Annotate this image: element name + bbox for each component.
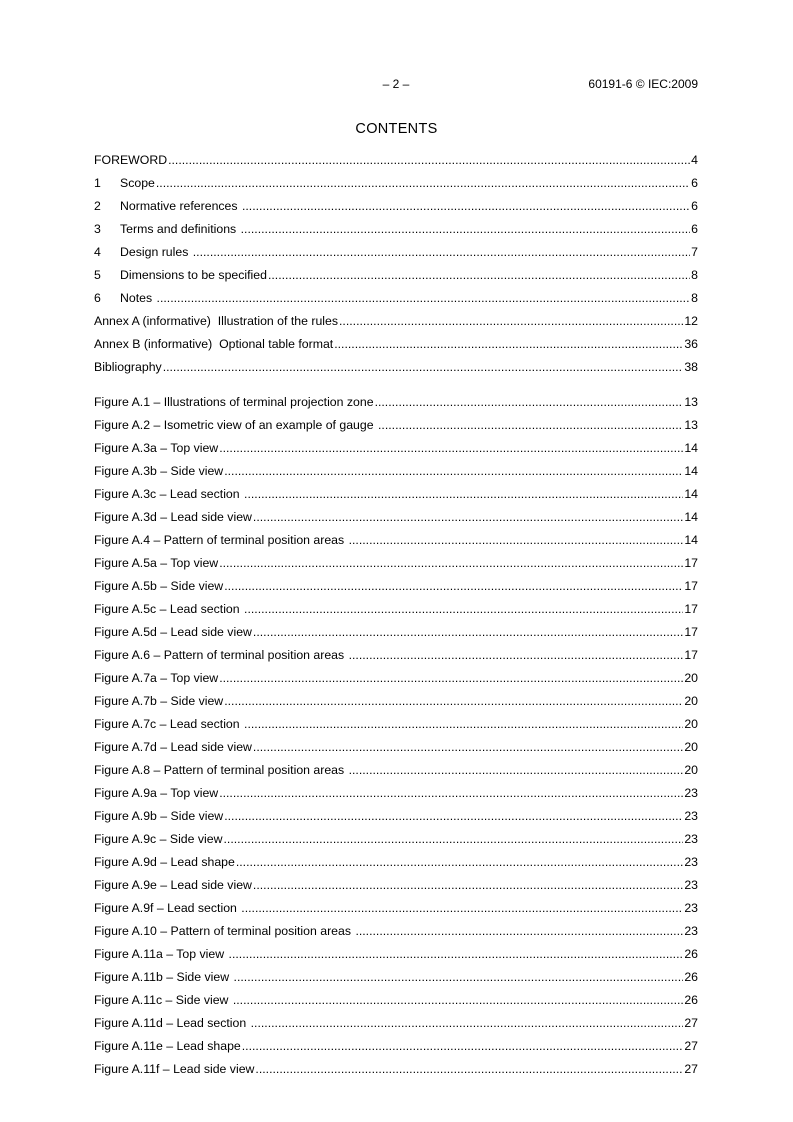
- page-reference: 17: [684, 602, 698, 616]
- page-reference: 26: [684, 993, 698, 1007]
- page-reference: 20: [684, 763, 698, 777]
- page-reference: 27: [684, 1039, 698, 1053]
- page-reference: 26: [684, 947, 698, 961]
- dot-leader: [219, 555, 683, 571]
- dot-leader: [229, 946, 684, 962]
- figure-entry[interactable]: [94, 600, 698, 623]
- figure-entry-label: Figure A.1 – Illustrations of terminal projection zone: [94, 395, 374, 409]
- figure-entry[interactable]: [94, 508, 698, 531]
- dot-leader: [236, 854, 683, 870]
- figure-entry-label: Figure A.11c – Side view: [94, 993, 232, 1007]
- dot-leader: [355, 923, 683, 939]
- figure-entry[interactable]: [94, 830, 698, 853]
- figure-entry-label: Figure A.7d – Lead side view: [94, 740, 252, 754]
- figure-entry[interactable]: [94, 439, 698, 462]
- dot-leader: [244, 486, 683, 502]
- figure-entry[interactable]: [94, 554, 698, 577]
- page-reference: 12: [684, 314, 698, 328]
- page-reference: 14: [684, 533, 698, 547]
- toc-entry-label: Dimensions to be specified: [120, 268, 267, 282]
- dot-leader: [224, 808, 683, 824]
- page-reference: 14: [684, 487, 698, 501]
- figure-entry-label: Figure A.3d – Lead side view: [94, 510, 252, 524]
- page-reference: 14: [684, 510, 698, 524]
- figure-entry-label: Figure A.11f – Lead side view: [94, 1062, 255, 1076]
- dot-leader: [219, 440, 683, 456]
- toc-figure-list: [94, 393, 698, 1083]
- toc-entry-label: Annex B (informative) Optional table format: [94, 337, 334, 351]
- dot-leader: [156, 175, 690, 191]
- figure-entry[interactable]: [94, 623, 698, 646]
- figure-entry[interactable]: [94, 853, 698, 876]
- toc-entry-label: FOREWORD: [94, 153, 168, 167]
- figure-entry-label: Figure A.9f – Lead section: [94, 901, 241, 915]
- figure-entry-label: Figure A.9c – Side view: [94, 832, 223, 846]
- figure-entry-label: Figure A.11b – Side view: [94, 970, 233, 984]
- toc-entry-number: 6: [94, 291, 101, 305]
- figure-entry[interactable]: [94, 692, 698, 715]
- figure-entry[interactable]: [94, 669, 698, 692]
- dot-leader: [378, 417, 683, 433]
- figure-entry-label: Figure A.8 – Pattern of terminal position areas: [94, 763, 348, 777]
- figure-entry[interactable]: [94, 462, 698, 485]
- dot-leader: [253, 624, 683, 640]
- dot-leader: [268, 267, 690, 283]
- figure-entry[interactable]: [94, 922, 698, 945]
- figure-entry-label: Figure A.11a – Top view: [94, 947, 228, 961]
- toc-entry-label: Scope: [120, 176, 155, 190]
- page-reference: 27: [684, 1016, 698, 1030]
- toc-entry[interactable]: [94, 220, 698, 243]
- page-reference: 17: [684, 579, 698, 593]
- dot-leader: [253, 509, 683, 525]
- toc-entry-number: 1: [94, 176, 101, 190]
- dot-leader: [349, 647, 684, 663]
- toc-entry[interactable]: [94, 312, 698, 335]
- page-reference: 23: [684, 855, 698, 869]
- page-reference: 38: [684, 360, 698, 374]
- toc-entry[interactable]: [94, 289, 698, 312]
- figure-entry[interactable]: [94, 416, 698, 439]
- figure-entry-label: Figure A.9e – Lead side view: [94, 878, 252, 892]
- figure-entry[interactable]: [94, 577, 698, 600]
- figure-entry[interactable]: [94, 899, 698, 922]
- toc-entry[interactable]: [94, 358, 698, 381]
- figure-entry-label: Figure A.9b – Side view: [94, 809, 224, 823]
- page-reference: 7: [691, 245, 698, 259]
- page-reference: 17: [684, 625, 698, 639]
- page-reference: 6: [691, 222, 698, 236]
- page-reference: 23: [684, 924, 698, 938]
- dot-leader: [251, 1015, 684, 1031]
- page-reference: 23: [684, 832, 698, 846]
- figure-entry[interactable]: [94, 485, 698, 508]
- page-reference: 13: [684, 395, 698, 409]
- figure-entry-label: Figure A.3a – Top view: [94, 441, 219, 455]
- figure-entry-label: Figure A.5a – Top view: [94, 556, 219, 570]
- dot-leader: [339, 313, 683, 329]
- figure-entry-label: Figure A.9d – Lead shape: [94, 855, 235, 869]
- toc-entry-label: Normative references: [120, 199, 241, 213]
- dot-leader: [224, 831, 684, 847]
- figure-entry[interactable]: [94, 1037, 698, 1060]
- toc-entry[interactable]: [94, 266, 698, 289]
- dot-leader: [224, 693, 683, 709]
- toc-entry-label: Terms and definitions: [120, 222, 240, 236]
- page-reference: 20: [684, 740, 698, 754]
- toc-main-list: [94, 151, 698, 381]
- page-reference: 23: [684, 809, 698, 823]
- figure-entry-label: Figure A.7c – Lead section: [94, 717, 244, 731]
- figure-entry[interactable]: [94, 1060, 698, 1083]
- toc-entry[interactable]: [94, 243, 698, 266]
- figure-entry-label: Figure A.7a – Top view: [94, 671, 219, 685]
- page-reference: 14: [684, 441, 698, 455]
- figure-entry[interactable]: [94, 761, 698, 784]
- figure-entry[interactable]: [94, 1014, 698, 1037]
- dot-leader: [244, 601, 683, 617]
- figure-entry[interactable]: [94, 715, 698, 738]
- figure-entry[interactable]: [94, 945, 698, 968]
- figure-entry-label: Figure A.11d – Lead section: [94, 1016, 250, 1030]
- dot-leader: [253, 739, 683, 755]
- figure-entry[interactable]: [94, 738, 698, 761]
- page-reference: 4: [691, 153, 698, 167]
- dot-leader: [168, 152, 690, 168]
- dot-leader: [157, 290, 691, 306]
- toc-entry[interactable]: [94, 335, 698, 358]
- page-reference: 23: [684, 878, 698, 892]
- figure-entry-label: Figure A.9a – Top view: [94, 786, 219, 800]
- page-reference: 8: [691, 291, 698, 305]
- dot-leader: [349, 532, 684, 548]
- page-reference: 13: [684, 418, 698, 432]
- dot-leader: [242, 198, 690, 214]
- page-reference: 17: [684, 648, 698, 662]
- dot-leader: [253, 877, 683, 893]
- toc-entry[interactable]: [94, 174, 698, 197]
- page-reference: 23: [684, 786, 698, 800]
- dot-leader: [234, 969, 684, 985]
- dot-leader: [244, 716, 683, 732]
- figure-entry-label: Figure A.3b – Side view: [94, 464, 224, 478]
- toc-entry[interactable]: [94, 197, 698, 220]
- figure-entry-label: Figure A.5c – Lead section: [94, 602, 244, 616]
- dot-leader: [233, 992, 683, 1008]
- toc-entry-label: Design rules: [120, 245, 192, 259]
- dot-leader: [241, 221, 691, 237]
- figure-entry[interactable]: [94, 807, 698, 830]
- dot-leader: [375, 394, 684, 410]
- page-reference: 14: [684, 464, 698, 478]
- dot-leader: [193, 244, 690, 260]
- toc-entry-number: 5: [94, 268, 101, 282]
- figure-entry-label: Figure A.4 – Pattern of terminal position areas: [94, 533, 348, 547]
- figure-entry[interactable]: [94, 646, 698, 669]
- page-reference: 8: [691, 268, 698, 282]
- figure-entry-label: Figure A.10 – Pattern of terminal position areas: [94, 924, 355, 938]
- page-reference: 6: [691, 199, 698, 213]
- toc-entry-label: Notes: [120, 291, 156, 305]
- page-reference: 36: [684, 337, 698, 351]
- document-id: 60191-6 © IEC:2009: [588, 77, 698, 91]
- page-reference: 20: [684, 671, 698, 685]
- toc-entry-number: 4: [94, 245, 101, 259]
- dot-leader: [224, 578, 683, 594]
- dot-leader: [334, 336, 683, 352]
- dot-leader: [224, 463, 683, 479]
- page-reference: 6: [691, 176, 698, 190]
- page-header: [94, 77, 698, 93]
- page-reference: 20: [684, 717, 698, 731]
- figure-entry[interactable]: [94, 393, 698, 416]
- dot-leader: [242, 1038, 684, 1054]
- figure-entry[interactable]: [94, 876, 698, 899]
- page-reference: 20: [684, 694, 698, 708]
- figure-entry-label: Figure A.6 – Pattern of terminal position areas: [94, 648, 348, 662]
- figure-entry-label: Figure A.5d – Lead side view: [94, 625, 252, 639]
- figure-entry-label: Figure A.5b – Side view: [94, 579, 224, 593]
- toc-entry-number: 3: [94, 222, 101, 236]
- figure-entry[interactable]: [94, 784, 698, 807]
- toc-entry[interactable]: [94, 151, 698, 174]
- page-reference: 17: [684, 556, 698, 570]
- dot-leader: [349, 762, 684, 778]
- toc-entry-label: Annex A (informative) Illustration of the rules: [94, 314, 339, 328]
- page-number: – 2 –: [382, 77, 410, 91]
- figure-entry[interactable]: [94, 991, 698, 1014]
- figure-entry-label: Figure A.7b – Side view: [94, 694, 224, 708]
- page-title: CONTENTS: [355, 121, 438, 137]
- figure-entry-label: Figure A.2 – Isometric view of an example of gauge: [94, 418, 377, 432]
- figure-entry-label: Figure A.3c – Lead section: [94, 487, 244, 501]
- dot-leader: [163, 359, 684, 375]
- dot-leader: [241, 900, 683, 916]
- page-reference: 23: [684, 901, 698, 915]
- figure-entry-label: Figure A.11e – Lead shape: [94, 1039, 241, 1053]
- dot-leader: [219, 785, 683, 801]
- page-reference: 27: [684, 1062, 698, 1076]
- page-reference: 26: [684, 970, 698, 984]
- figure-entry[interactable]: [94, 531, 698, 554]
- toc-entry-label: Bibliography: [94, 360, 162, 374]
- toc-entry-number: 2: [94, 199, 101, 213]
- dot-leader: [255, 1061, 683, 1077]
- figure-entry[interactable]: [94, 968, 698, 991]
- dot-leader: [219, 670, 683, 686]
